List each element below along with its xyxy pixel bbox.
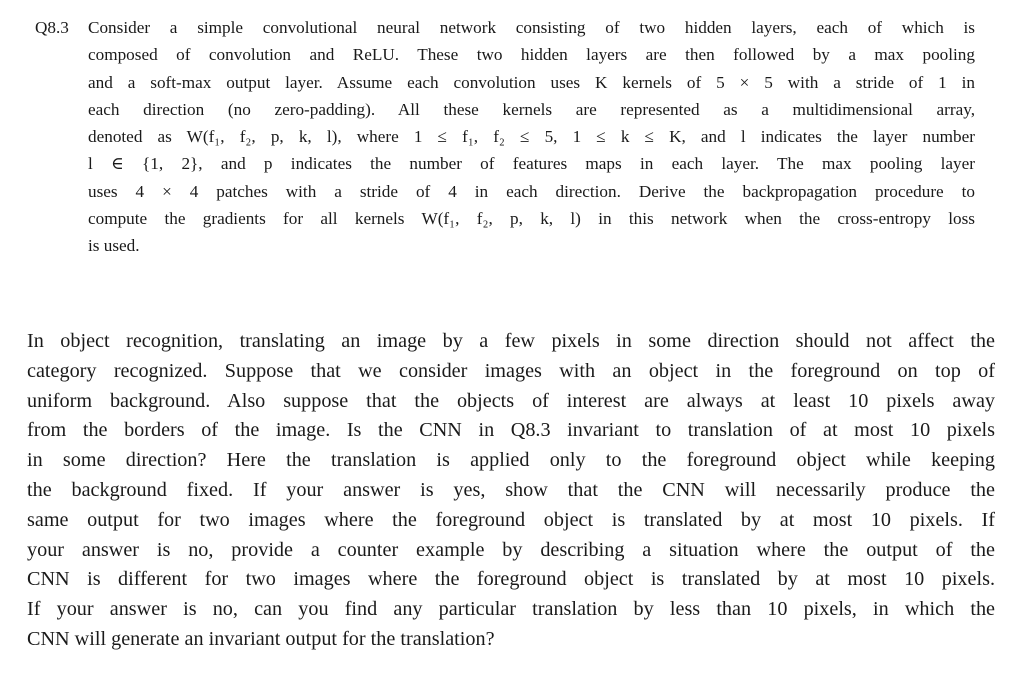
translation-question-paragraph xyxy=(27,327,995,655)
question-line: is used. xyxy=(88,236,140,256)
paragraph-line: same output for two images where the foreground object is translated by at most 10 pixels. If xyxy=(27,508,995,531)
paragraph-line: in some direction? Here the translation is applied only to the foreground object while keeping xyxy=(27,449,995,472)
question-line: and a soft-max output layer. Assume each convolution uses K kernels of 5 × 5 with a stride of 1 in xyxy=(88,72,975,92)
question-line: composed of convolution and ReLU. These two hidden layers are then followed by a max pooling xyxy=(88,45,975,65)
paragraph-line: the background fixed. If your answer is yes, show that the CNN will necessarily produce the xyxy=(27,478,995,501)
paragraph-line: CNN is different for two images where the foreground object is translated by at most 10 pixels. xyxy=(27,568,995,591)
question-block xyxy=(35,14,975,260)
question-line: each direction (no zero-padding). All these kernels are represented as a multidimensional array, xyxy=(88,99,975,119)
question-line: uses 4 × 4 patches with a stride of 4 in each direction. Derive the backpropagation procedure to xyxy=(88,181,975,201)
question-text xyxy=(88,14,975,260)
paragraph-line: In object recognition, translating an image by a few pixels in some direction should not affect the xyxy=(27,330,995,352)
paragraph-line: If your answer is no, can you find any particular translation by less than 10 pixels, in which the xyxy=(27,598,995,621)
paragraph-line: category recognized. Suppose that we consider images with an object in the foreground on top of xyxy=(27,359,995,382)
question-line: Consider a simple convolutional neural network consisting of two hidden layers, each of which is xyxy=(88,18,975,37)
question-number: Q8.3 xyxy=(35,18,69,37)
paragraph-line: your answer is no, provide a counter example by describing a situation where the output of the xyxy=(27,538,995,561)
question-line: denoted as W(f₁, f₂, p, k, l), where 1 ≤ f₁, f₂ ≤ 5, 1 ≤ k ≤ K, and l indicates the layer number xyxy=(88,127,975,147)
paragraph-line: from the borders of the image. Is the CNN in Q8.3 invariant to translation of at most 10 pixels xyxy=(27,419,995,442)
paragraph-line: uniform background. Also suppose that the objects of interest are always at least 10 pixels away xyxy=(27,389,995,412)
question-line: l ∈ {1, 2}, and p indicates the number of features maps in each layer. The max pooling layer xyxy=(88,154,975,174)
paragraph-line: CNN will generate an invariant output for the translation? xyxy=(27,627,495,650)
question-line: compute the gradients for all kernels W(f₁, f₂, p, k, l) in this network when the cross-entropy loss xyxy=(88,209,975,229)
